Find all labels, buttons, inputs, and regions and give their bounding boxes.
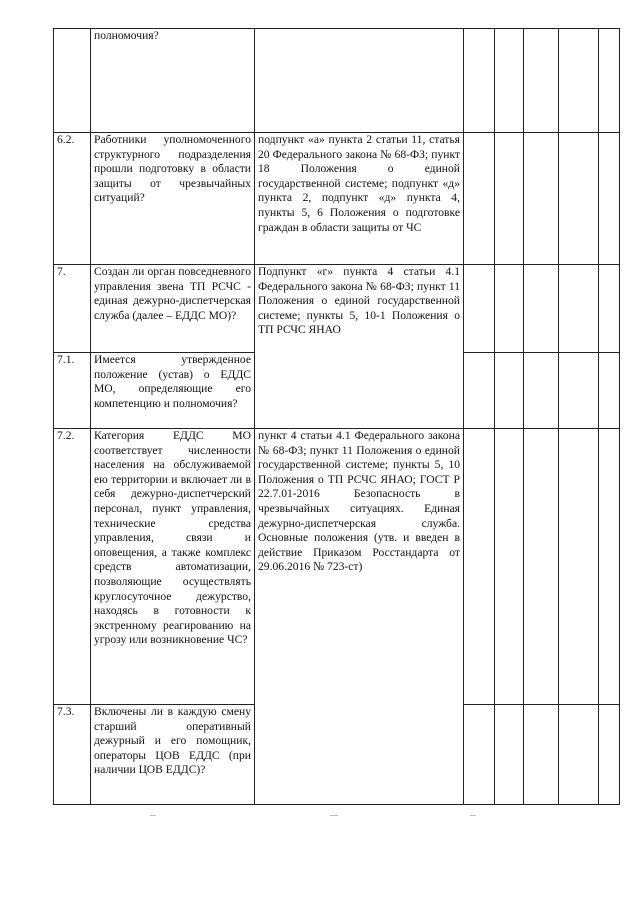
- legal-basis-cell: пункт 4 статьи 4.1 Федерального закона № 68-ФЗ; пункт 11 Положения о единой государственной системе; пункты 5, 10 Положения о ТП РСЧС ЯНАО; ГОСТ Р 22.7.01-2016 Безопасность в чрезвычайных ситуациях. Единая дежурно-диспетчерская служба. Основные положения (утв. и введен в действие Приказом Росстандарта от 29.06.2016 № 723-ст): [255, 429, 464, 805]
- answer-na-cell: [524, 705, 559, 805]
- legal-basis-cell: подпункт «а» пункта 2 статьи 11, статья 20 Федерального закона № 68-ФЗ; пункт 18 Положения о единой государственной системе; подпункт «д» пункта 2, подпункт «д» пункта 4, пункты 5, 6 Положения о подготовке граждан в области защиты от ЧС: [255, 133, 464, 265]
- notes-cell: [559, 705, 599, 805]
- item-number: 6.2.: [54, 133, 91, 265]
- extra-cell: [599, 353, 620, 429]
- answer-na-cell: [524, 353, 559, 429]
- answer-no-cell: [495, 353, 524, 429]
- extra-cell: [599, 429, 620, 705]
- answer-yes-cell: [464, 429, 495, 705]
- extra-cell: [599, 705, 620, 805]
- table-row: [54, 265, 620, 353]
- item-number: 7.1.: [54, 353, 91, 429]
- answer-na-cell: [524, 29, 559, 133]
- answer-na-cell: [524, 429, 559, 705]
- legal-basis-cell: [255, 29, 464, 133]
- extra-cell: [599, 29, 620, 133]
- scan-artifact: [470, 815, 476, 816]
- answer-yes-cell: [464, 29, 495, 133]
- notes-cell: [559, 29, 599, 133]
- notes-cell: [559, 353, 599, 429]
- item-number: 7.: [54, 265, 91, 353]
- question-cell: Создан ли орган повседневного управления звена ТП РСЧС - единая дежурно-диспетчерская служба (далее – ЕДДС МО)?: [91, 265, 255, 353]
- answer-no-cell: [495, 29, 524, 133]
- item-number: 7.2.: [54, 429, 91, 705]
- scan-artifact: [150, 815, 156, 816]
- item-number: [54, 29, 91, 133]
- answer-yes-cell: [464, 353, 495, 429]
- notes-cell: [559, 429, 599, 705]
- answer-na-cell: [524, 265, 559, 353]
- item-number: 7.3.: [54, 705, 91, 805]
- extra-cell: [599, 133, 620, 265]
- question-cell: полномочия?: [91, 29, 255, 133]
- answer-yes-cell: [464, 265, 495, 353]
- scan-artifact: [330, 815, 338, 816]
- answer-no-cell: [495, 265, 524, 353]
- legal-basis-cell: Подпункт «г» пункта 4 статьи 4.1 Федерального закона № 68-ФЗ; пункт 11 Положения о единой государственной системе; пункты 5, 10-1 Положения о ТП РСЧС ЯНАО: [255, 265, 464, 429]
- answer-no-cell: [495, 429, 524, 705]
- checklist-table: [53, 28, 620, 805]
- notes-cell: [559, 133, 599, 265]
- notes-cell: [559, 265, 599, 353]
- answer-yes-cell: [464, 133, 495, 265]
- extra-cell: [599, 265, 620, 353]
- question-cell: Категория ЕДДС МО соответствует численности населения на обслуживаемой ею территории и включает ли в себя дежурно-диспетчерский персонал, пункт управления, технические средства управления, связи и оповещения, а также комплекс средств автоматизации, позволяющие осуществлять круглосуточное дежурство, находясь в готовности к экстренному реагированию на угрозу или возникновение ЧС?: [91, 429, 255, 705]
- question-cell: Имеется утвержденное положение (устав) о ЕДДС МО, определяющие его компетенцию и полномочия?: [91, 353, 255, 429]
- answer-no-cell: [495, 133, 524, 265]
- question-cell: Включены ли в каждую смену старший оперативный дежурный и его помощник, операторы ЦОВ ЕДДС (при наличии ЦОВ ЕДДС)?: [91, 705, 255, 805]
- answer-no-cell: [495, 705, 524, 805]
- table-row: [54, 133, 620, 265]
- table-row: [54, 429, 620, 705]
- answer-yes-cell: [464, 705, 495, 805]
- question-cell: Работники уполномоченного структурного подразделения прошли подготовку в области защиты от чрезвычайных ситуаций?: [91, 133, 255, 265]
- table-row: [54, 29, 620, 133]
- answer-na-cell: [524, 133, 559, 265]
